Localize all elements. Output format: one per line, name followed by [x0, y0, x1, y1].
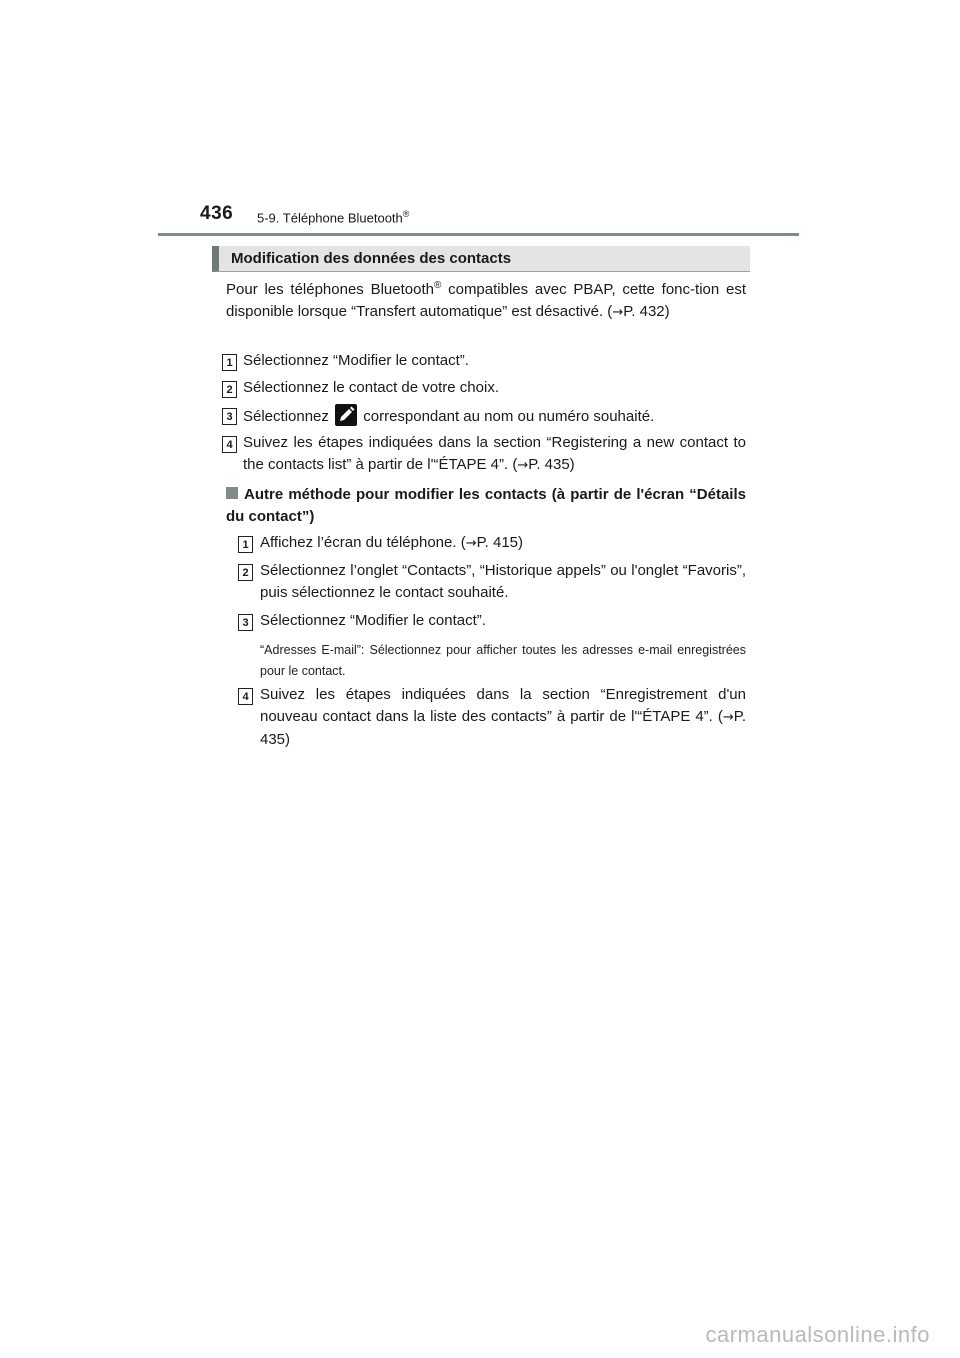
- page-number: 436: [200, 203, 234, 224]
- watermark: carmanualsonline.info: [705, 1322, 930, 1347]
- alt-step-4-body: Suivez les étapes indiquées dans la section “Enregistrement d'un nouveau contact dans la liste des contacts” à partir de l'“ÉTAPE 4”. (: [260, 686, 746, 725]
- step-2-text: Sélectionnez le contact de votre choix.: [243, 379, 499, 396]
- alt-step-1-text: [260, 532, 746, 555]
- step-number-2: 2: [222, 381, 237, 398]
- step-3-text-before: Sélectionnez: [243, 408, 334, 425]
- intro-text-2: compatibles avec PBAP, cette fonc-tion est disponible lorsque “Transfert automatique” est désactivé. (: [226, 281, 746, 320]
- step-4-text-body: Suivez les étapes indiquées dans la section “Registering a new contact to the contacts list” à partir de l'“ÉTAPE 4”. (: [243, 434, 746, 473]
- arrow-icon: →: [517, 458, 529, 473]
- page-reference: P. 432): [623, 303, 670, 320]
- intro-text-1: Pour les téléphones Bluetooth: [226, 281, 434, 298]
- registered-mark: ®: [433, 280, 442, 291]
- alt-step-number-2: 2: [238, 564, 253, 581]
- chapter-title: [257, 209, 409, 225]
- alt-step-number-3: 3: [238, 614, 253, 631]
- arrow-icon: →: [465, 536, 477, 551]
- step-3-text: [243, 404, 746, 428]
- step-4-text: [243, 432, 746, 477]
- alt-step-1-body: Affichez l’écran du téléphone. (: [260, 534, 466, 551]
- step-3-text-after: correspondant au nom ou numéro souhaité.: [359, 408, 655, 425]
- alt-step-number-4: 4: [238, 688, 253, 705]
- alt-step-2-text: Sélectionnez l’onglet “Contacts”, “Historique appels” ou l'onglet “Favoris”, puis sélectionnez le contact souhaité.: [260, 562, 746, 601]
- intro-paragraph: [226, 279, 746, 324]
- step-number-3: 3: [222, 408, 237, 425]
- registered-mark: ®: [402, 209, 410, 219]
- alt-method-heading: [226, 484, 746, 528]
- alt-step-3-text: Sélectionnez “Modifier le contact”.: [260, 612, 486, 629]
- alt-step-4-text: [260, 684, 746, 751]
- alt-method-heading-text: Autre méthode pour modifier les contacts (à partir de l'écran “Détails du contact”): [226, 486, 746, 525]
- section-header: [212, 246, 750, 272]
- page-reference: P. 435): [528, 456, 575, 473]
- arrow-icon: →: [612, 305, 624, 320]
- page-reference: P. 415): [476, 534, 524, 551]
- pencil-edit-icon: [335, 404, 357, 426]
- section-title: Modification des données des contacts: [231, 250, 512, 267]
- page-reference: P. 435): [260, 708, 746, 748]
- step-number-4: 4: [222, 436, 237, 453]
- alt-step-number-1: 1: [238, 536, 253, 553]
- step-1-text: Sélectionnez “Modifier le contact”.: [243, 352, 469, 369]
- email-note: “Adresses E-mail”: Sélectionnez pour afficher toutes les adresses e-mail enregistrées pour le contact.: [260, 643, 746, 678]
- header-rule: [158, 233, 799, 236]
- step-number-1: 1: [222, 354, 237, 371]
- chapter-title-text: 5-9. Téléphone Bluetooth: [257, 210, 403, 226]
- bullet-square-icon: [226, 487, 238, 499]
- arrow-icon: →: [722, 710, 734, 725]
